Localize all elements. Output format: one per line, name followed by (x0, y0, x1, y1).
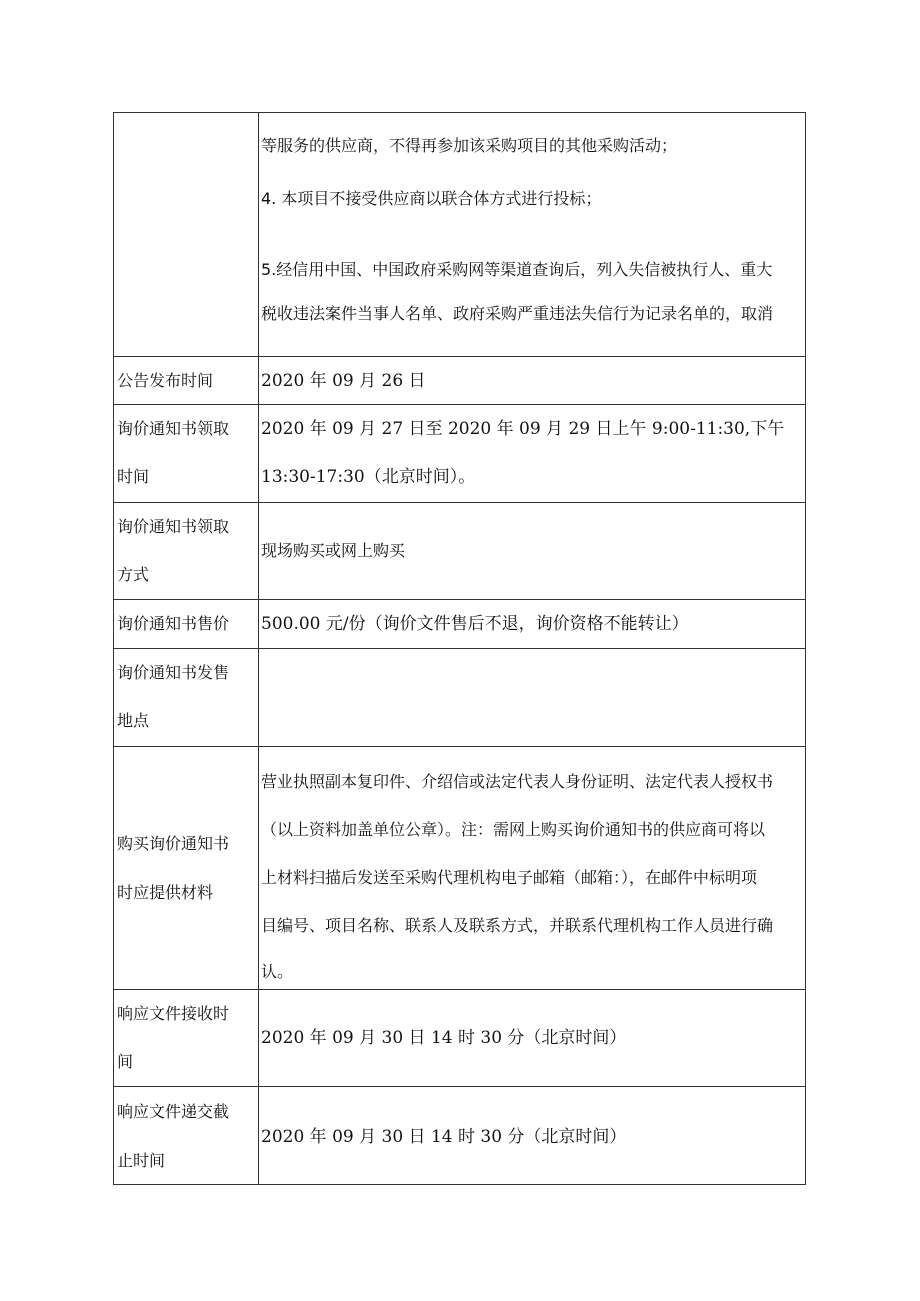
value-deadline: 2020 年 09 月 30 日 14 时 30 分（北京时间） (261, 1127, 627, 1147)
value-materials-3: 上材料扫描后发送至采购代理机构电子邮箱（邮箱：），在邮件中标明项 (261, 868, 758, 887)
value-collect-time-1: 2020 年 09 月 27 日至 2020 年 09 月 29 日上午 9:00-11:30,下午 (261, 419, 785, 439)
row-value-cell (259, 600, 805, 648)
row-label-cell (114, 747, 259, 989)
value-collect-time-2: 13:30-17:30（北京时间）。 (261, 467, 476, 487)
row-label-cell (114, 990, 259, 1086)
row-label-cell (114, 405, 259, 502)
label-price: 询价通知书售价 (117, 614, 230, 633)
value-materials-1: 营业执照副本复印件、介绍信或法定代表人身份证明、法定代表人授权书 (261, 772, 774, 791)
label-publish-time: 公告发布时间 (117, 371, 214, 390)
label-collect-time-2: 时间 (117, 467, 150, 486)
table-row-price (114, 600, 805, 649)
table-row-collect-time (114, 405, 805, 503)
label-sale-location-1: 询价通知书发售 (117, 663, 230, 682)
table-row-materials (114, 747, 805, 990)
label-receive-time-2: 间 (117, 1052, 134, 1071)
row-value-cell (259, 1087, 805, 1185)
procurement-info-table (113, 112, 806, 1185)
terms-line-4: 税收违法案件当事人名单、政府采购严重违法失信行为记录名单的，取消 (261, 304, 774, 323)
row-value-cell (259, 357, 805, 404)
row-label-cell (114, 503, 259, 599)
table-row-terms (114, 113, 805, 357)
row-label-cell (114, 600, 259, 648)
label-collect-time-1: 询价通知书领取 (117, 419, 230, 438)
label-deadline-1: 响应文件递交截 (117, 1102, 230, 1121)
label-materials-2: 时应提供材料 (117, 883, 214, 902)
row-label-cell (114, 357, 259, 404)
label-deadline-2: 止时间 (117, 1151, 166, 1170)
row-value-cell (259, 503, 805, 599)
value-collect-method: 现场购买或网上购买 (261, 541, 406, 560)
value-receive-time: 2020 年 09 月 30 日 14 时 30 分（北京时间） (261, 1028, 627, 1048)
value-materials-4: 目编号、项目名称、联系人及联系方式，并联系代理机构工作人员进行确 (261, 916, 774, 935)
label-materials-1: 购买询价通知书 (117, 834, 230, 853)
row-value-cell (259, 649, 805, 746)
row-label-cell (114, 113, 259, 356)
table-row-publish-time (114, 357, 805, 405)
table-row-collect-method (114, 503, 805, 600)
label-receive-time-1: 响应文件接收时 (117, 1004, 230, 1023)
row-value-cell (259, 405, 805, 502)
row-label-cell (114, 1087, 259, 1185)
row-value-cell (259, 990, 805, 1086)
label-collect-method-2: 方式 (117, 565, 150, 584)
label-collect-method-1: 询价通知书领取 (117, 517, 230, 536)
value-publish-time: 2020 年 09 月 26 日 (261, 371, 426, 391)
value-materials-2: （以上资料加盖单位公章）。注：需网上购买询价通知书的供应商可将以 (261, 820, 766, 839)
table-row-receive-time (114, 990, 805, 1087)
table-row-deadline (114, 1087, 805, 1185)
row-value-cell (259, 747, 805, 989)
terms-line-1: 等服务的供应商，不得再参加该采购项目的其他采购活动； (261, 136, 678, 155)
table-row-sale-location (114, 649, 805, 747)
terms-line-2: 4. 本项目不接受供应商以联合体方式进行投标； (261, 189, 602, 208)
label-sale-location-2: 地点 (117, 711, 150, 730)
terms-line-3: 5.经信用中国、中国政府采购网等渠道查询后，列入失信被执行人、重大 (261, 260, 773, 279)
value-materials-5: 认。 (261, 962, 294, 981)
row-value-cell (259, 113, 805, 356)
value-price: 500.00 元/份（询价文件售后不退，询价资格不能转让） (261, 614, 689, 634)
row-label-cell (114, 649, 259, 746)
